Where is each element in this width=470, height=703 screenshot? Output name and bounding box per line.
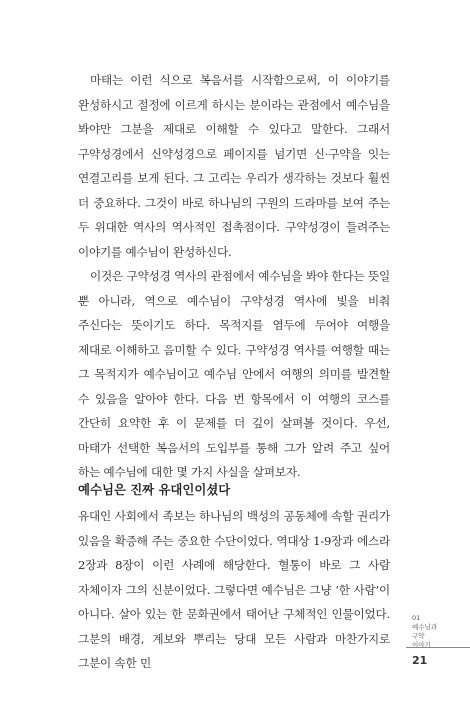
section-text-column: [78, 504, 390, 676]
section-paragraph: 유대인 사회에서 족보는 하나님의 백성의 공동체에 속할 권리가 있음을 확증해 주는 중요한 수단이었다. 역대상 1-9장과 에스라 2장과 8장이 이런 사례에 해당한다. 혈통이 바로 그 사람 자체이자 그의 신분이었다. 그렇다면 예수님은 그냥 ‘한 사람’이 아니다. 살아 있는 한 문화권에서 태어난 구체적인 인물이었다. 그분의 배경, 계보와 뿌리는 당대 모든 사람과 마찬가지로 그분이 속한 민: [78, 509, 390, 670]
sidebar-line-1: 예수님과: [412, 623, 438, 631]
paragraph-2: 이것은 구약성경 역사의 관점에서 예수님을 봐야 한다는 뜻일 뿐 아니라, 역으로 예수님이 구약성경 역사에 빛을 비춰 주신다는 뜻이기도 하다. 목적지를 염두에 두어야 여행을 제대로 이해하고 음미할 수 있다. 구약성경 역사를 여행할 때는 그 목적지가 예수님이고 예수님 안에서 여행의 의미를 발견할 수 있음을 알아야 한다. 다음 번 항목에서 이 여행의 코스를 간단히 요약한 후 이 문제를 더 깊이 살펴볼 것이다. 우선, 마태가 선택한 복음서의 도입부를 통해 그가 알려 주고 싶어 하는 예수님에 대한 몇 가지 사실을 살펴보자.: [78, 269, 390, 479]
page-number-rule: [406, 647, 470, 648]
paragraph-1: 마태는 이런 식으로 복음서를 시작함으로써, 이 이야기를 완성하시고 절정에 이르게 하시는 분이라는 관점에서 예수님을 봐야만 그분을 제대로 이해할 수 있다고 말한다. 그래서 구약성경에서 신약성경으로 페이지를 넘기면 신·구약을 잇는 연결고리를 보게 된다. 그 고리는 우리가 생각하는 것보다 훨씬 더 중요하다. 그것이 바로 하나님의 구원의 드라마를 보여 주는 두 위대한 역사의 역사적인 접촉점이다. 구약성경이 들려주는 이야기를 예수님이 완성하신다.: [78, 73, 390, 259]
sidebar-line-2: 구약: [412, 632, 425, 640]
page-number: 21: [412, 654, 428, 667]
section-heading: 예수님은 진짜 유대인이셨다: [78, 482, 231, 497]
running-header-sidebar: [412, 614, 452, 650]
main-text-column: [78, 68, 390, 485]
chapter-number: 01: [412, 614, 421, 622]
sidebar-line-3: 이야기: [412, 641, 431, 649]
